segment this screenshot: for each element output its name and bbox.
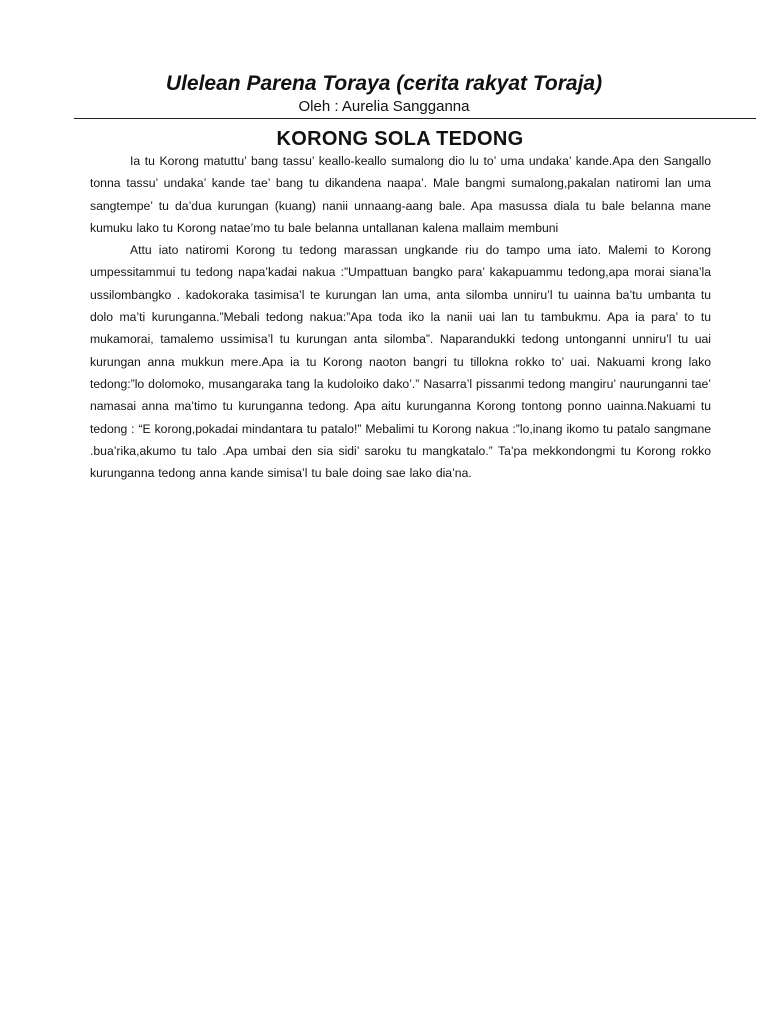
story-title: KORONG SOLA TEDONG — [276, 128, 524, 150]
story-paragraph-2: Attu iato natiromi Korong tu tedong marassan ungkande riu do tampo uma iato. Malemi to Korong umpessitammui tu tedong napa’kadai nakua :”Umpattuan bangko para’ kakapuammu tedong,apa morai siana’la ussilombangko . kadokoraka tasimisa’l te kurungan lan uma, anta silomba unniru’l tu uainna ba’tu umbanta tu dolo ma’ti kurunganna.”Mebali tedong nakua:”Apa toda iko la nanii uai lan tu tambukmu. Apa ia para’ to tu mukamorai, tamalemo ussimisa’l tu kurungan anta silomba”. Naparandukki tedong untonganni unniru’l tu uai kurungan anna mukkun mere.Apa ia tu Korong naoton bangri tu tillokna rokko to’ uai. Nakuami krong lako tedong:”lo dolomoko, musangaraka tang la kudoloiko dako’.” Nasarra’l pissanmi tedong mangiru’ naurunganni tae’ namasai anna ma’timo tu kurunganna tedong. Apa aitu kurunganna Korong tontong ponno uainna.Nakuami tu tedong : “E korong,pokadai mindantara tu patalo!” Mebalimi tu Korong nakua :”lo,inang ikomo tu patalo sangmane .bua’rika,akumo tu talo .Apa umbai den sia sidi’ saroku tu mangkatalo.” Ta’pa mekkondongmi tu Korong rokko kurunganna tedong anna kande simisa’l tu bale doing sae lako dia’na. — [90, 243, 711, 481]
story-body — [90, 150, 711, 484]
document-header — [0, 70, 768, 115]
document-title: Ulelean Parena Toraya (cerita rakyat Toraja) — [165, 72, 603, 95]
author-line: Oleh : Aurelia Sangganna — [298, 98, 470, 115]
story-paragraph-1: Ia tu Korong matuttu’ bang tassu’ keallo-keallo sumalong dio lu to’ uma undaka’ kande.Apa den Sangallo tonna tassu’ undaka’ kande tae’ bang tu dikandena naapa’. Male bangmi sumalong,pakalan natiromi lan uma sangtempe’ tu da’dua kurungan (kuang) nanii unnaang-aang bale. Apa masussa diala tu bale belanna mane kumuku lako tu Korong natae’mo tu bale belanna untallanan kalena mallaim membuni — [90, 154, 711, 235]
header-divider — [74, 118, 756, 119]
